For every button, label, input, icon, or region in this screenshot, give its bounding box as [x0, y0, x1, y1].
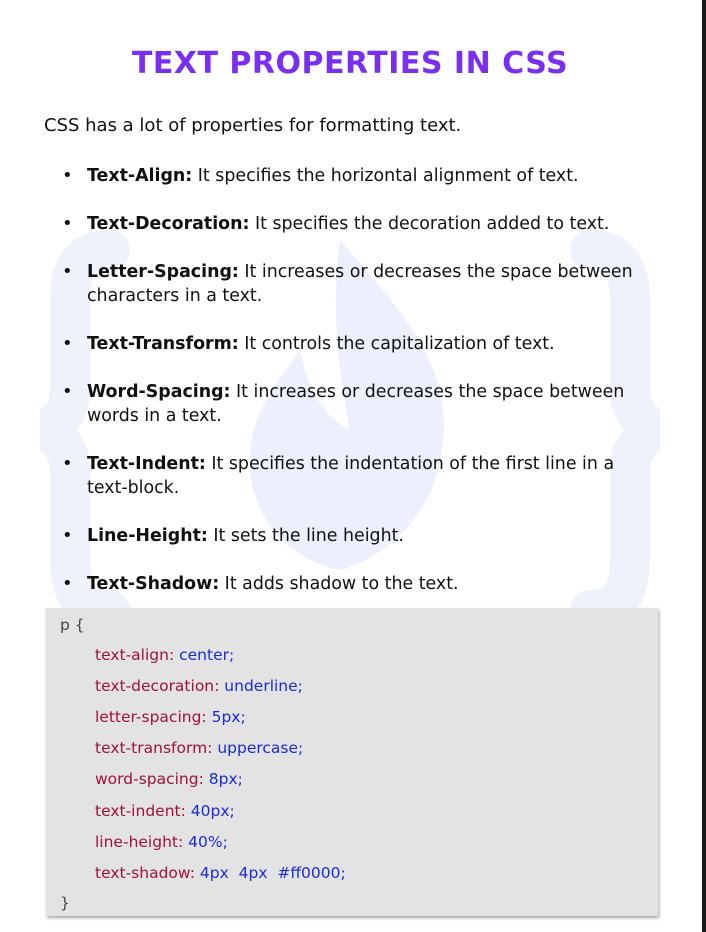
- property-name: Word-Spacing:: [87, 382, 231, 402]
- bullet-dot-icon: •: [62, 381, 73, 402]
- bullet-dot-icon: •: [62, 333, 73, 354]
- property-description: It specifies the decoration added to text.: [249, 214, 610, 234]
- code-property: line-height:: [95, 833, 184, 851]
- property-description: It increases or decreases the space between characters in a text.: [87, 262, 633, 306]
- property-name: Letter-Spacing:: [87, 262, 239, 282]
- bullet-dot-icon: •: [62, 453, 73, 474]
- bullet-dot-icon: •: [62, 573, 73, 594]
- bullet-dot-icon: •: [62, 213, 73, 234]
- code-line: [95, 739, 303, 757]
- list-item: [60, 524, 660, 548]
- property-description: It sets the line height.: [207, 526, 404, 546]
- code-line: [95, 802, 235, 820]
- property-name: Text-Shadow:: [87, 574, 220, 594]
- code-line: [95, 646, 234, 664]
- code-property: letter-spacing:: [95, 708, 207, 726]
- property-name: Text-Indent:: [87, 454, 206, 474]
- list-item: [60, 332, 660, 356]
- code-property: text-shadow:: [95, 864, 195, 882]
- code-selector-open: p {: [60, 616, 85, 634]
- list-item: [60, 452, 660, 500]
- bullet-dot-icon: •: [62, 525, 73, 546]
- property-description: It increases or decreases the space between words in a text.: [87, 382, 625, 426]
- property-name: Text-Decoration:: [87, 214, 250, 234]
- code-line: [95, 864, 346, 882]
- code-line: [95, 833, 228, 851]
- code-line: [95, 677, 303, 695]
- code-property: text-transform:: [95, 739, 213, 757]
- properties-list: [60, 164, 660, 620]
- code-property: text-decoration:: [95, 677, 220, 695]
- property-name: Text-Transform:: [87, 334, 239, 354]
- property-description: It adds shadow to the text.: [219, 574, 459, 594]
- code-property: text-indent:: [95, 802, 186, 820]
- property-name: Line-Height:: [87, 526, 208, 546]
- code-value: underline;: [224, 677, 303, 695]
- page-edge-border: [702, 0, 706, 932]
- code-value: 8px;: [208, 770, 243, 788]
- code-value: uppercase;: [217, 739, 304, 757]
- code-selector-close: }: [60, 894, 70, 912]
- bullet-dot-icon: •: [62, 165, 73, 186]
- property-description: It controls the capitalization of text.: [238, 334, 555, 354]
- property-name: Text-Align:: [87, 166, 193, 186]
- list-item: [60, 572, 660, 596]
- code-value: center;: [179, 646, 235, 664]
- code-value: 40%;: [188, 833, 228, 851]
- list-item: [60, 164, 660, 188]
- code-value: 5px;: [211, 708, 246, 726]
- page-title: TEXT PROPERTIES IN CSS: [131, 46, 569, 81]
- code-property: word-spacing:: [95, 770, 204, 788]
- code-example-block: [46, 608, 658, 916]
- code-value: 40px;: [190, 802, 235, 820]
- list-item: [60, 260, 660, 308]
- list-item: [60, 380, 660, 428]
- list-item: [60, 212, 660, 236]
- code-property: text-align:: [95, 646, 175, 664]
- code-line: [95, 708, 246, 726]
- property-description: It specifies the indentation of the first line in a text-block.: [87, 454, 615, 498]
- property-description: It specifies the horizontal alignment of text.: [192, 166, 579, 186]
- code-line: [95, 770, 243, 788]
- code-value: 4px 4px #ff0000;: [199, 864, 346, 882]
- bullet-dot-icon: •: [62, 261, 73, 282]
- intro-text: CSS has a lot of properties for formatting text.: [44, 115, 462, 136]
